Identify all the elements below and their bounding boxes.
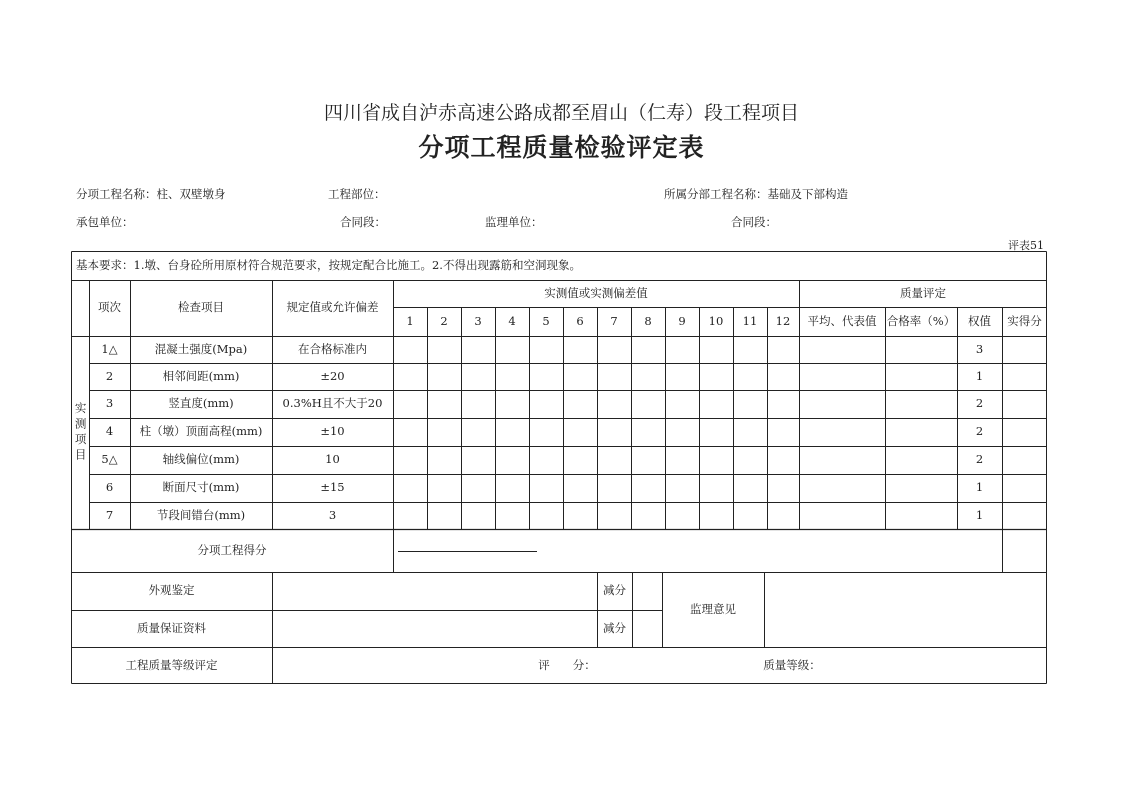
row-tolerance: ±20: [320, 368, 345, 383]
row-weight: 2: [975, 396, 984, 411]
row-item-no: 7: [105, 507, 114, 522]
header-measure-col: 2: [440, 313, 448, 328]
header-inspection-item: 检查项目: [178, 300, 224, 315]
qa-docs-label: 质量保证资料: [137, 620, 206, 635]
row-weight: 3: [975, 341, 984, 356]
row-item-no: 5△: [101, 452, 118, 467]
score-label: 评 分：: [538, 657, 596, 672]
row-weight: 2: [975, 424, 984, 439]
division-name: 所属分部工程名称：基础及下部构造: [664, 187, 848, 201]
side-label-text: 实测项目: [73, 401, 88, 464]
row-tolerance: ±10: [320, 424, 345, 439]
header-measure-col: 7: [610, 313, 618, 328]
row-inspection-item: 柱（墩）顶面高程(mm): [139, 424, 263, 439]
row-item-no: 2: [105, 368, 114, 383]
header-score: 实得分: [1007, 313, 1042, 328]
header-tolerance: 规定值或允许偏差: [286, 300, 379, 315]
row-weight: 1: [975, 480, 984, 495]
header-measure-col: 12: [775, 313, 791, 328]
header-measure-col: 5: [542, 313, 550, 328]
location-label: 工程部位：: [328, 187, 386, 201]
quality-inspection-table: [71, 251, 1047, 684]
grade-eval-label: 工程质量等级评定: [125, 657, 218, 672]
contract-section-label: 合同段：: [340, 215, 386, 229]
basic-requirements: 基本要求：1.墩、台身砼所用原材符合规范要求，按规定配合比施工。2.不得出现露筋和空洞现象。: [76, 257, 581, 272]
subitem-score-label: 分项工程得分: [197, 542, 267, 557]
side-label-measured-items: [71, 336, 89, 529]
supervision-unit-label: 监理单位：: [485, 215, 543, 229]
row-tolerance: ±15: [320, 480, 345, 495]
header-measure-col: 6: [576, 313, 584, 328]
header-measure-col: 10: [708, 313, 724, 328]
row-tolerance: 在合格标准内: [298, 341, 367, 356]
header-quality-evaluation: 质量评定: [900, 285, 946, 300]
supervision-opinion-label: 监理意见: [690, 601, 736, 616]
row-inspection-item: 竖直度(mm): [168, 396, 234, 411]
grade-label: 质量等级：: [763, 657, 821, 672]
row-weight: 1: [975, 507, 984, 522]
form-title: 分项工程质量检验评定表: [418, 133, 705, 162]
header-pass-rate: 合格率（%）: [886, 313, 956, 328]
contract-section-label-2: 合同段：: [731, 215, 777, 229]
row-inspection-item: 混凝土强度(Mpa): [154, 341, 248, 356]
row-inspection-item: 相邻间距(mm): [162, 368, 240, 383]
row-tolerance: 0.3%H且不大于20: [282, 396, 383, 411]
header-measure-col: 8: [644, 313, 652, 328]
subitem-name: 分项工程名称：柱、双壁墩身: [76, 187, 226, 201]
header-measure-col: 9: [678, 313, 686, 328]
header-measure-col: 3: [474, 313, 482, 328]
row-tolerance: 3: [328, 507, 337, 522]
row-item-no: 1△: [101, 341, 118, 356]
row-inspection-item: 节段间错台(mm): [156, 507, 246, 522]
row-item-no: 4: [105, 424, 114, 439]
row-tolerance: 10: [325, 452, 340, 467]
header-measure-col: 1: [406, 313, 414, 328]
row-weight: 1: [975, 368, 984, 383]
header-weight: 权值: [968, 313, 991, 328]
header-measured-values: 实测值或实测偏差值: [544, 285, 648, 300]
header-item-no: 项次: [98, 300, 121, 315]
header-average: 平均、代表值: [807, 313, 877, 328]
row-item-no: 6: [105, 480, 114, 495]
form-code: 评表51: [1008, 239, 1044, 252]
row-inspection-item: 断面尺寸(mm): [162, 480, 240, 495]
row-inspection-item: 轴线偏位(mm): [162, 452, 240, 467]
deduction-label-1: 减分: [603, 583, 626, 598]
project-title: 四川省成自泸赤高速公路成都至眉山（仁寿）段工程项目: [323, 102, 799, 124]
header-measure-col: 4: [508, 313, 516, 328]
row-item-no: 3: [105, 396, 114, 411]
header-measure-col: 11: [742, 313, 758, 328]
deduction-label-2: 减分: [603, 620, 626, 635]
row-weight: 2: [975, 452, 984, 467]
contractor-label: 承包单位：: [76, 215, 134, 229]
appearance-label: 外观鉴定: [148, 583, 195, 598]
